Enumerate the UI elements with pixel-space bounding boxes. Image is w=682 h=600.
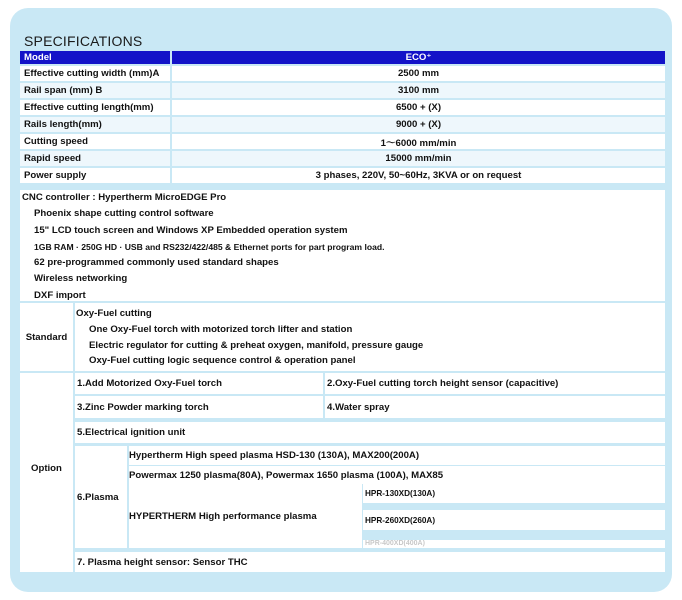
table-row (20, 100, 665, 117)
list-item: Wireless networking (34, 273, 128, 285)
row-key: Effective cutting width (mm)A (20, 66, 172, 83)
option-label (20, 373, 73, 572)
list-item: Electric regulator for cutting & preheat oxygen, manifold, pressure gauge (89, 339, 424, 351)
row-value: 15000 mm/min (172, 151, 665, 168)
table-row (20, 151, 665, 168)
option-label-text: Option (31, 463, 62, 474)
option-3: 3.Zinc Powder marking torch (75, 396, 323, 418)
spec-table (20, 51, 665, 185)
table-row (20, 83, 665, 100)
row-value: 6500 + (X) (172, 100, 665, 117)
plasma-line-2: Powermax 1250 plasma(80A), Powermax 1650 plasma (100A), MAX85 (129, 466, 665, 484)
header-model: ECO⁺ (172, 51, 665, 66)
option-5: 5.Electrical ignition unit (75, 422, 665, 443)
standard-label (20, 303, 73, 371)
row-value: 3 phases, 220V, 50~60Hz, 3KVA or on request (172, 168, 665, 185)
hpr-model: HPR-260XD(260A) (363, 510, 665, 530)
row-key: Rapid speed (20, 151, 172, 168)
hpr-model: HPR-130XD(130A) (363, 484, 665, 503)
list-item: 62 pre-programmed commonly used standard shapes (34, 257, 279, 269)
cnc-title: CNC controller : Hypertherm MicroEDGE Pro (22, 192, 227, 203)
standard-body (75, 303, 665, 371)
option-2: 2.Oxy-Fuel cutting torch height sensor (capacitive) (325, 373, 665, 394)
row-value: 3100 mm (172, 83, 665, 100)
table-row (20, 117, 665, 134)
cnc-controller-block (20, 190, 665, 301)
list-item: 15" LCD touch screen and Windows XP Embedded operation system (34, 224, 348, 236)
row-key: Rails length(mm) (20, 117, 172, 134)
page-title: SPECIFICATIONS (24, 33, 143, 49)
row-key: Effective cutting length(mm) (20, 100, 172, 117)
list-item: 1GB RAM · 250G HD · USB and RS232/422/485 & Ethernet ports for part program load. (34, 241, 385, 252)
option-7: 7. Plasma height sensor: Sensor THC (75, 552, 665, 572)
header-key: Model (20, 51, 172, 66)
hpr-label: HYPERTHERM High performance plasma (129, 484, 362, 548)
table-row (20, 168, 665, 185)
row-key: Rail span (mm) B (20, 83, 172, 100)
list-item: One Oxy-Fuel torch with motorized torch lifter and station (89, 323, 353, 335)
plasma-label: 6.Plasma (75, 446, 127, 548)
table-row (20, 134, 665, 151)
table-header-row (20, 51, 665, 66)
plasma-line-1: Hypertherm High speed plasma HSD-130 (130A), MAX200(200A) (129, 446, 665, 465)
row-value: 1～6000 mm/min (172, 134, 665, 151)
option-4: 4.Water spray (325, 396, 665, 418)
standard-title: Oxy-Fuel cutting (76, 308, 152, 319)
list-item: Phoenix shape cutting control software (34, 208, 214, 220)
standard-label-text: Standard (25, 331, 68, 343)
row-value: 2500 mm (172, 66, 665, 83)
option-1: 1.Add Motorized Oxy-Fuel torch (75, 373, 323, 394)
list-item: Oxy-Fuel cutting logic sequence control & operation panel (89, 355, 356, 367)
table-row (20, 66, 665, 83)
hpr-model-faded: HPR-400XD(400A) (363, 540, 665, 548)
row-key: Power supply (20, 168, 172, 185)
list-item: DXF import (34, 289, 86, 301)
row-value: 9000 + (X) (172, 117, 665, 134)
row-key: Cutting speed (20, 134, 172, 151)
